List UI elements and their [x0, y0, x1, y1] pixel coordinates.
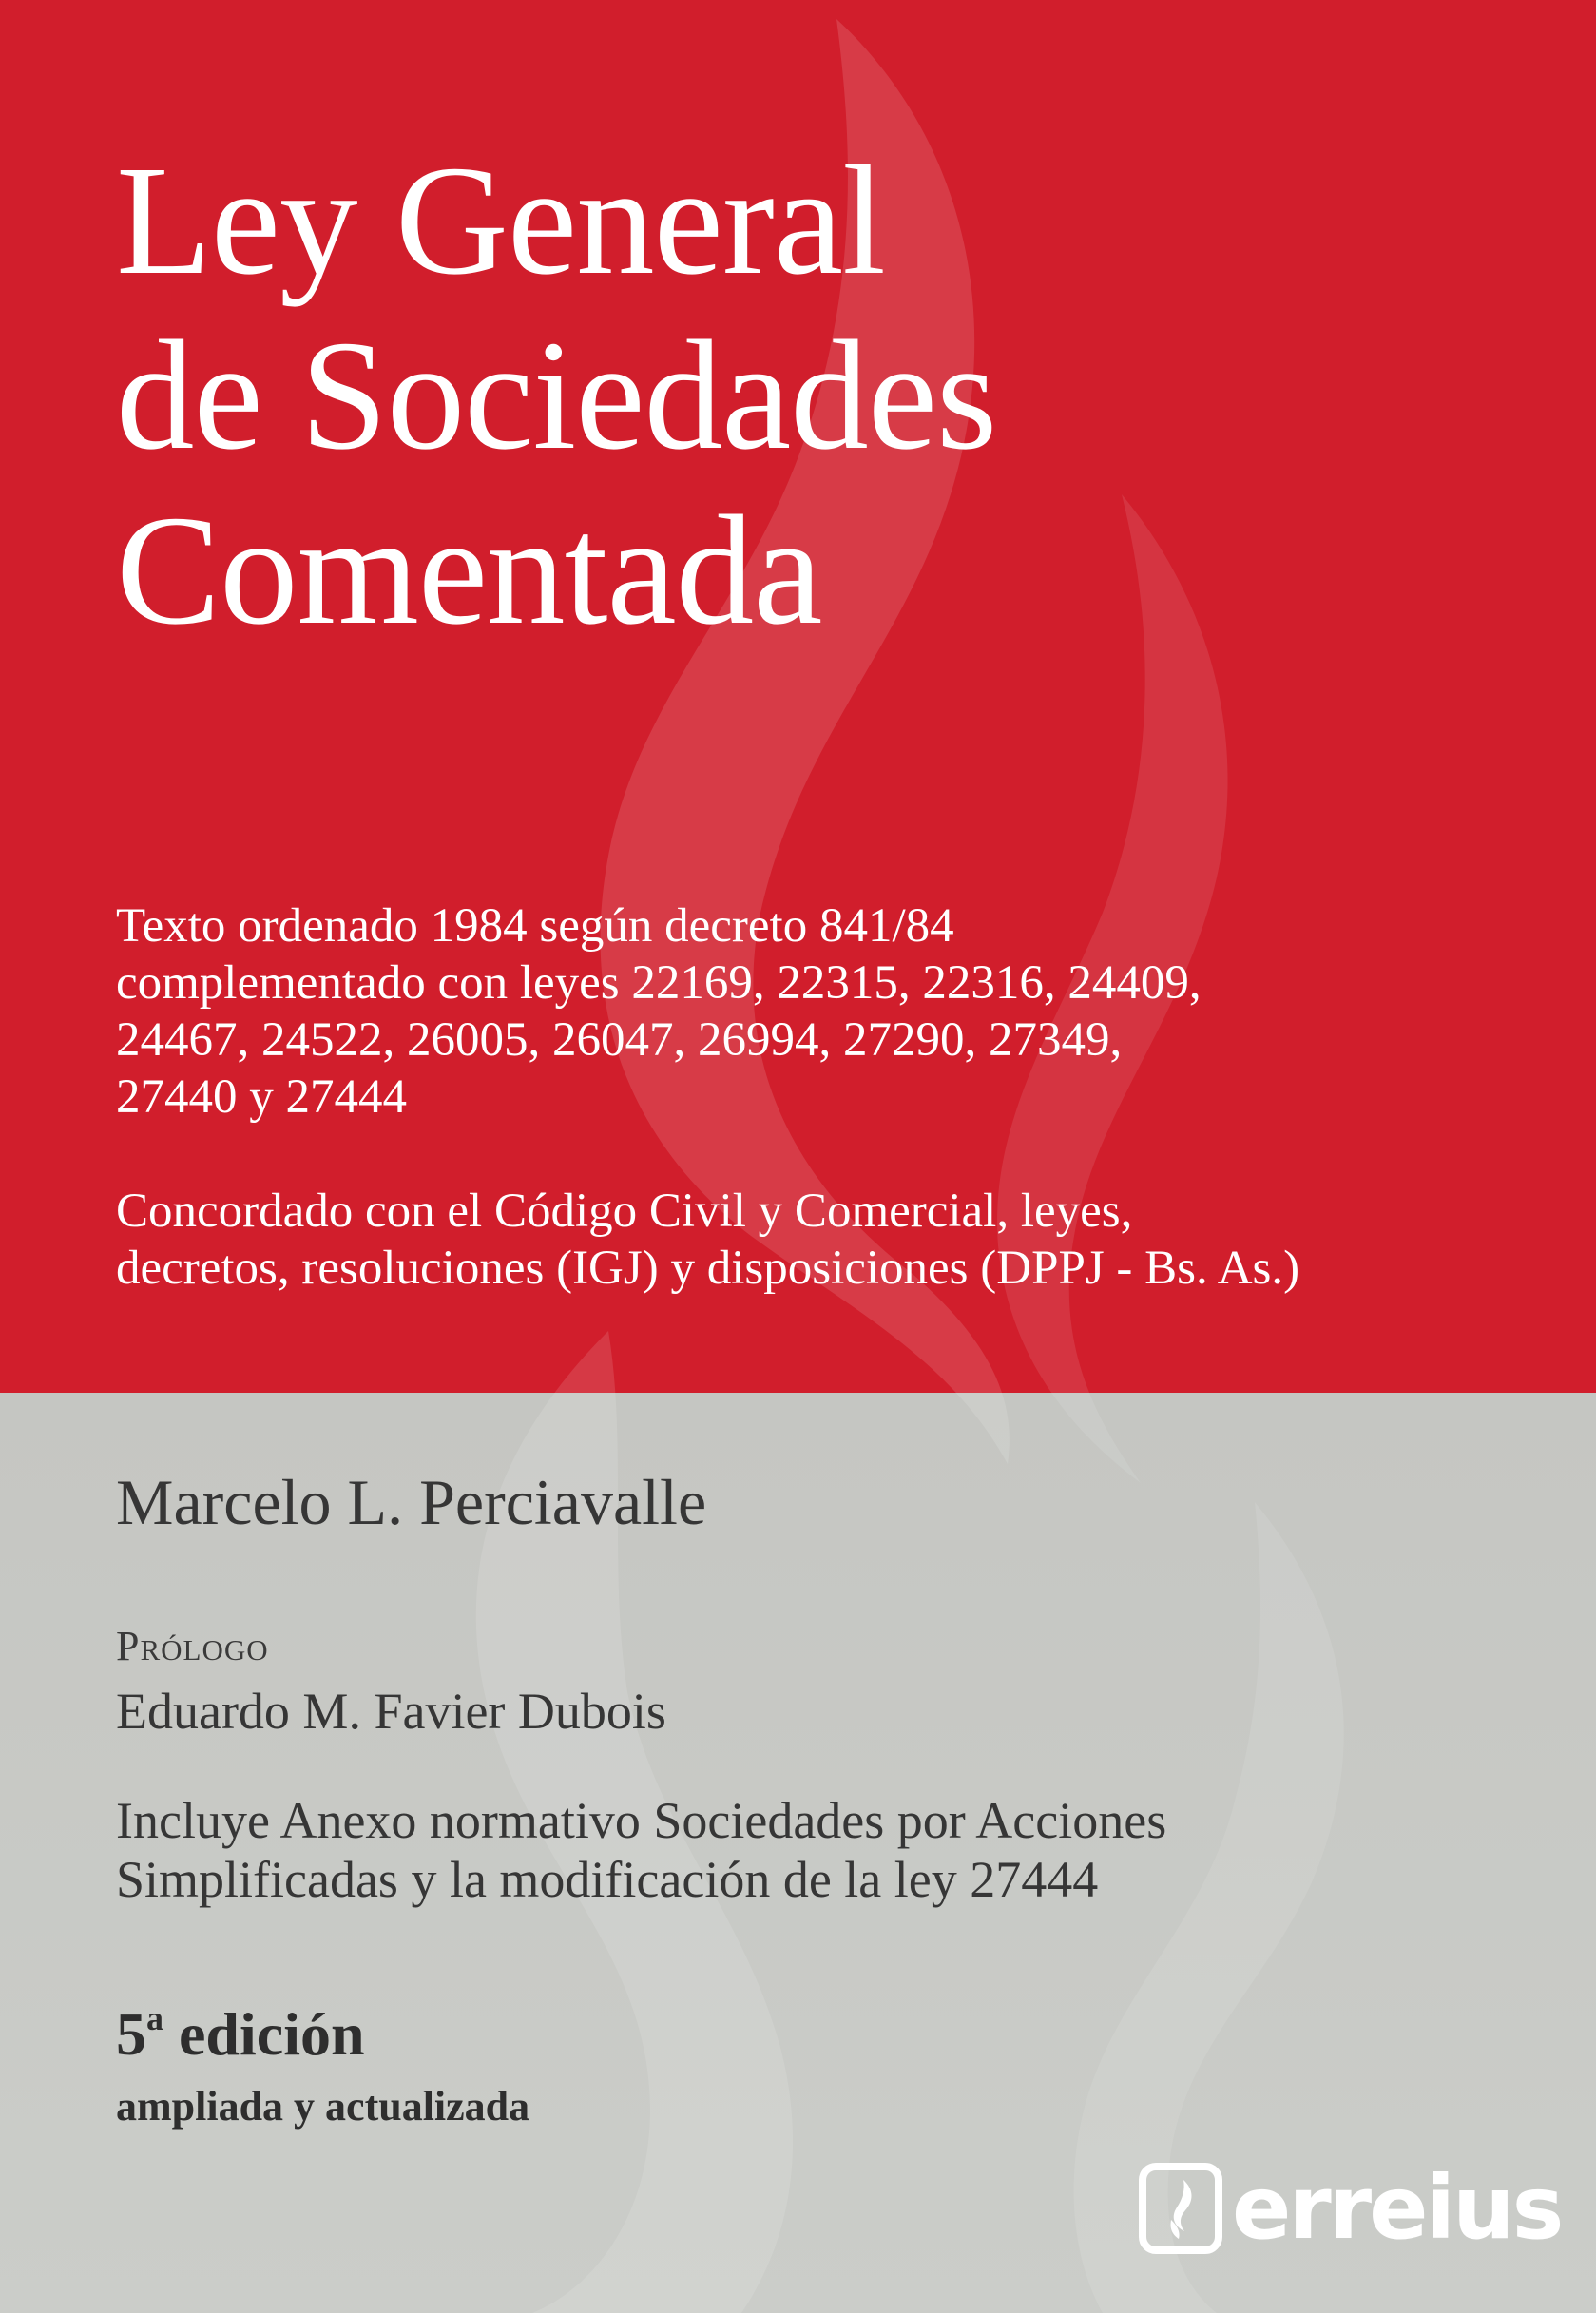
- incluye-block: [116, 1791, 1166, 1909]
- texto-line: 27440 y 27444: [116, 1070, 407, 1124]
- publisher-name: erreius: [1232, 2157, 1562, 2259]
- title-line: de Sociedades: [116, 308, 997, 482]
- concordado-line: decretos, resoluciones (IGJ) y disposiciones (DPPJ - Bs. As.): [116, 1242, 1300, 1295]
- author-name: Marcelo L. Perciavalle: [116, 1466, 707, 1538]
- texto-line: 24467, 24522, 26005, 26047, 26994, 27290, 27349,: [116, 1013, 1123, 1067]
- prologo-label: Prólogo: [116, 1623, 269, 1669]
- concordado-block: [116, 1183, 1299, 1297]
- edition-word: edición: [179, 2000, 365, 2068]
- texto-line: complementado con leyes 22169, 22315, 22316, 24409,: [116, 956, 1202, 1010]
- title-line: Comentada: [116, 483, 822, 657]
- publisher-logo: [1139, 2156, 1562, 2261]
- edition-label: [116, 1998, 365, 2071]
- title-line: Ley General: [116, 133, 885, 307]
- texto-ordenado-block: [116, 897, 1202, 1126]
- prologo-author: Eduardo M. Favier Dubois: [116, 1683, 666, 1740]
- incluye-line: Simplificadas y la modificación de la ley 27444: [116, 1851, 1099, 1908]
- edition-ordinal: a: [146, 1999, 163, 2037]
- edition-number: 5: [116, 2000, 146, 2068]
- incluye-line: Incluye Anexo normativo Sociedades por Acciones: [116, 1792, 1167, 1849]
- edition-note: ampliada y actualizada: [116, 2083, 530, 2130]
- texto-line: Texto ordenado 1984 según decreto 841/84: [116, 899, 954, 953]
- concordado-line: Concordado con el Código Civil y Comercial, leyes,: [116, 1185, 1133, 1238]
- erreius-logo-icon: [1139, 2163, 1222, 2254]
- book-title: [116, 133, 996, 658]
